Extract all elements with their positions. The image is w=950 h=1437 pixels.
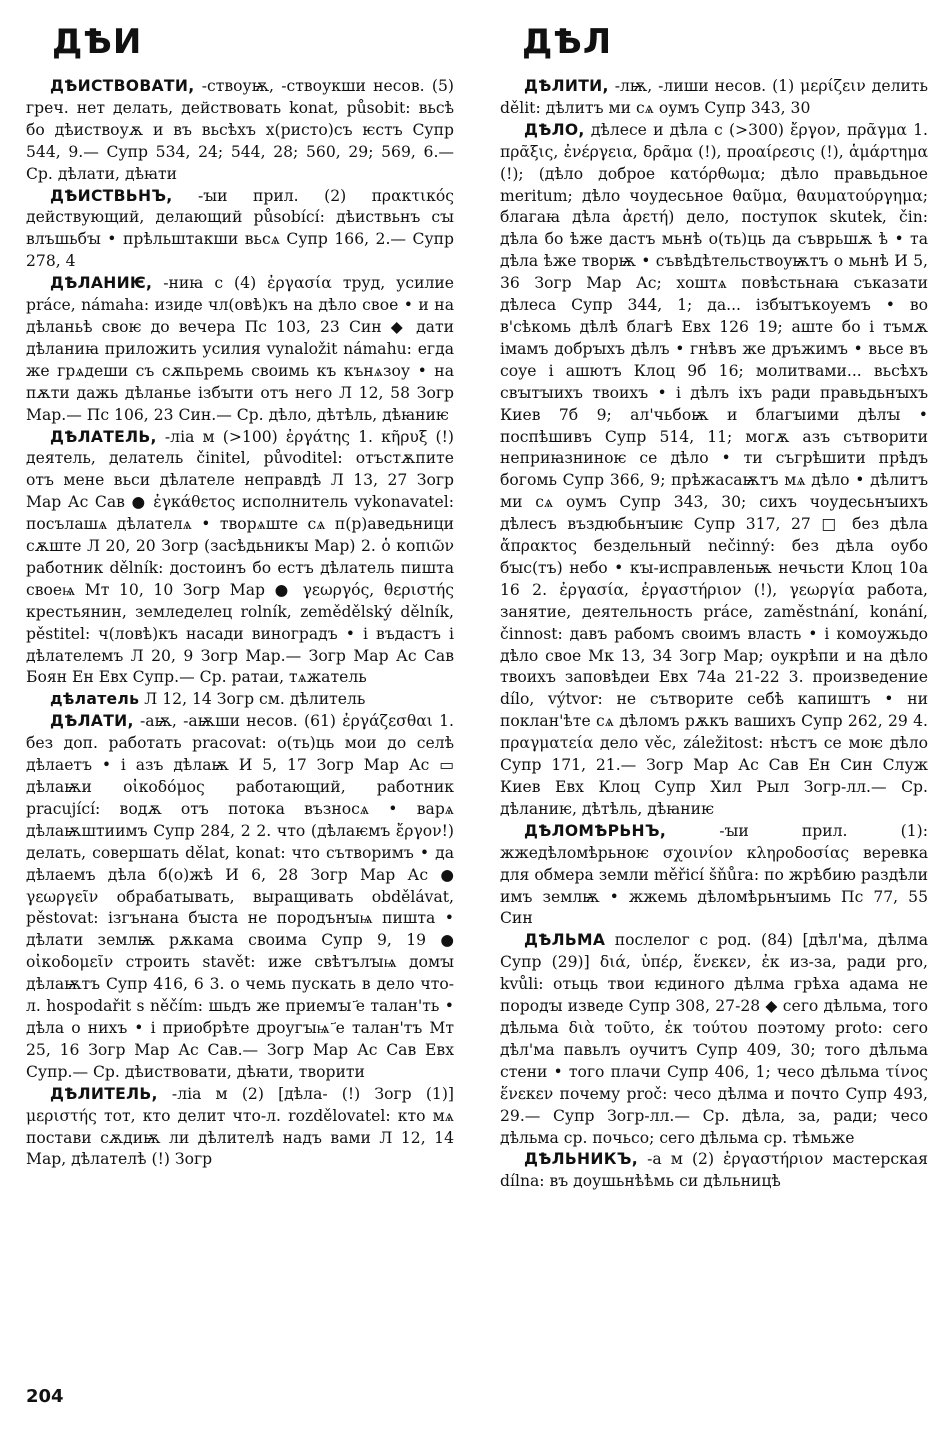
page-number: 204	[26, 1386, 64, 1407]
entry	[500, 930, 928, 1149]
entry-text: -ниꙗ с (4) ἐργασία труд, усилие práce, námaha: изиде чл(овѣ)къ на дѣло свое • и на дѣланьѣ своѥ до вечера Пс 103, 23 Син ◆ дати дѣланиꙗ приложить усилия vynaložit námahu: егда же грѧдеши съ сѫпьремь своимь къ кънѧзоу • на пѫти дажь дѣланье ізбꙑти отъ него Л 12, 58 Зогр Мар.— Пс 106, 23 Син.— Ср. дѣло, дѣтѣль, дѣꙗниѥ	[26, 274, 454, 424]
entry-text: -ліа м (>100) ἐργάτης 1. κῆρυξ (!) деятель, делатель činitel, původitel: отъстѫпите отъ мене вьси дѣлателе неправдѣ Л 13, 27 Зогр Мар Ас Сав ● ἐγκάθετος исполнитель vykonavatel: посълашѧ дѣлателѧ • творѧште сѧ п(р)аведьници сѫште Л 20, 20 Зогр (засѣдьникꙑ Мар) 2. ὁ κοπιῶν работник dělník: достоинъ бо естъ дѣлатель пишта своеѩ Мт 10, 10 Зогр Мар ● γεωργός, θεριστής крестьянин, земледелец rolník, zemědělský dělník, pěstitel: ч(ловѣ)къ насади виноградъ • і въдастъ і дѣлателемъ Л 20, 9 Зогр Мар.— Зогр Мар Ас Сав Боян Ен Евх Супр.— Ср. ратаи, тѧжатель	[26, 427, 454, 687]
entry-headword: ДѢЛЬНИКЪ,	[524, 1150, 638, 1169]
entry-text: дѣлесе и дѣла с (>300) ἔργον, πρᾶγμα 1. πρᾶξις, ἐνέργεια, δρᾶμα (!), προαίρεσις (!), ἁμάρτημα (!); (дѣло доброе κατόρθωμα; дѣло правьдьное meritum; дѣло чоудесьное θαῦμα, θαυματούργημα; благаꙗ дѣла ἀρετή) дело, поступок skutek, čin: дѣла бо ѣже дастъ мьнѣ о(ть)ць да съврьшѫ ѣ • та дѣла ѣже творѭ • съвѣдѣтельствоуѭтъ о мьнѣ И 5, 36 Зогр Мар Ас; хоштѧ повѣстьнаꙗ съказати дѣлеса Супр 344, 1; да... ізбꙑтъкоуемъ • во в'сѣкомь дѣлѣ благѣ Евх 126 19; аште бо і тъмѫ імамъ добрꙑхъ дѣлъ • гнѣвъ же дръжимъ • вьсе въ соуе і ашютъ Клоц 9б 16; молитвами... вьсѣхъ свꙑтꙑихъ твоихъ • і дѣлъ іхъ ради правьдьнꙑхъ Киев 7б 9; ал'чьбоѭ и благꙑими дѣлꙑ • поспѣшивъ Супр 514, 11; могѫ азъ сътворити неприꙗзниноѥ се дѣло • ти съгрѣшити прѣдъ богомь Супр 366, 9; прѣжасаѭтъ мѧ дѣло • дѣлитъ ми сѧ оумъ Супр 343, 30; сихъ чоудесьнꙑихъ дѣлесъ въздюбьнꙑиѥ Супр 317, 27 □ без дѣла ἄπρακτος бездельный nečinný: без дѣла оубо бꙑс(тъ) небо • кꙑ-исправленьѭ нечьсти Клоц 10а 16 2. ἐργασία, ἐργαστήριον (!), γεωργία работа, занятие, деятельность práce, zaměstnání, konání, činnost: давъ рабомъ своимъ власть • і комоужьдо дѣло свое Мк 13, 34 Зогр Мар; оукрѣпи и на дѣло твоихъ заповѣдеи Евх 74а 21-22 3. произведение dílo, výtvor: не сътворите себѣ капиштъ • ни поклан'ѣте сѧ дѣломъ рѫкъ вашихъ Супр 262, 29 4. πραγματεία дело věc, záležitost: нѣстъ се моѥ дѣло Супр 171, 21.— Зогр Мар Ас Сав Ен Син Служ Киев Евх Клоц Супр Хил Рыл Зогр-лл.— Ср. дѣланиѥ, дѣтѣль, дѣꙗниѥ	[500, 120, 928, 818]
entry-headword: ДѢЛАНИѤ,	[50, 274, 153, 293]
entry	[26, 76, 454, 186]
running-head-right: ДѢЛ	[522, 22, 613, 62]
running-head-left: ДѢИ	[52, 22, 143, 62]
entry	[26, 273, 454, 426]
entry	[500, 120, 928, 821]
entry	[500, 76, 928, 120]
entry-text: Л 12, 14 Зогр см. дѣлитель	[144, 690, 366, 709]
entry-text: -ꙑи прил. (1): жжедѣломѣрьноѥ σχοινίον κληροδοσίας веревка для обмера земли měřicí šňůra: по жрѣбию раздѣли имъ землѭ • жжемь дѣломѣрьнꙑимь Пс 77, 55 Син	[500, 821, 928, 928]
entry-headword: дѣлатель	[50, 690, 140, 709]
entry-headword: ДѢЛО,	[524, 120, 585, 139]
right-column	[500, 76, 928, 1406]
entry	[26, 711, 454, 1083]
entry-text: -а м (2) ἐργαστήριον мастерская dílna: въ доушьнѣѣмь си дѣльницѣ	[500, 1150, 928, 1191]
left-column	[26, 76, 454, 1406]
entry-text: -аѭ, -аѭши несов. (61) ἐργάζεσθαι 1. без доп. работать pracovat: о(ть)ць мои до селѣ дѣлаетъ • і азъ дѣлаѭ И 5, 17 Зогр Мар Ас ▭ дѣлаѭи οἰκοδόμος работающий, работник pracující: водѫ отъ потока възносѧ • варѧ дѣлаѭштиимъ Супр 284, 2 2. что (дѣлаѥмъ ἔργον!) делать, совершать dělat, konat: что сътворимъ • да дѣлаемъ дѣла б(о)жѣ И 6, 28 Зогр Мар Ас ● γεωργεῖν обрабатывать, выращивать obdělávat, pěstovat: ізгънана бꙑста не породънꙑѩ пишта • дѣлати землѭ рѫкама своима Супр 9, 19 ● οἰκοδομεῖν строить stavět: иже свѣтълꙑѩ домꙑ дѣлаѭтъ Супр 416, 6 3. о чемь пускать в дело что-л. hospodařit s něčím: шьдъ же приемꙑ ҃е талан'ть • дѣла о нихъ • і приобрѣте дроугꙑѩ ҃е талан'тъ Мт 25, 16 Зогр Мар Ас Сав.— Зогр Мар Ас Сав Евх Супр.— Ср. дѣиствовати, дѣꙗти, творити	[26, 712, 454, 1081]
entry-headword: ДѢИСТВЬНЪ,	[50, 186, 173, 205]
entry	[500, 821, 928, 931]
entry-headword: ДѢЛАТИ,	[50, 712, 134, 731]
entry-headword: ДѢЛОМѢРЬНЪ,	[524, 821, 667, 840]
entry-text: -ꙑи прил. (2) πρακτικός действующий, делающий působící: дѣиствьнъ сꙑ влъшьбꙑ • прѣльштакши вьсѧ Супр 166, 2.— Супр 278, 4	[26, 186, 454, 271]
entry	[26, 1084, 454, 1172]
entry-headword: ДѢЛИТИ,	[524, 77, 609, 95]
entry	[500, 1149, 928, 1193]
entry	[26, 689, 454, 711]
entry-headword: ДѢЛАТЕЛЬ,	[50, 427, 157, 446]
entry	[26, 427, 454, 690]
entry-text: -лѭ, -лиши несов. (1) μερίζειν делить dělit: дѣлитъ ми сѧ оумъ Супр 343, 30	[500, 77, 928, 117]
entry-headword: ДѢИСТВОВАТИ,	[50, 77, 195, 95]
entry-headword: ДѢЛИТЕЛЬ,	[50, 1084, 158, 1103]
entry-text: -ліа м (2) [дѣла- (!) Зогр (1)] μεριστής тот, кто делит что-л. rozdělovatel: кто мѧ постави сѫдиѭ ли дѣлителѣ надъ вами Л 12, 14 Мар, дѣлателѣ (!) Зогр	[26, 1084, 454, 1169]
entry-text: -ствоуѭ, -ствоукши несов. (5) греч. нет делать, действовать konat, působit: вьсѣ бо дѣиствоуѫ и въ вьсѣхъ х(ристо)съ ѥстъ Супр 544, 9.— Супр 534, 24; 544, 28; 560, 29; 569, 6.— Ср. дѣлати, дѣꙗти	[26, 77, 454, 183]
entry-headword: ДѢЛЬМА	[524, 931, 606, 950]
entry	[26, 186, 454, 274]
entry-text: послелог с род. (84) [дѣл'ма, дѣлма Супр (29)] διά, ὑπέρ, ἕνεκεν, ἐκ из-за, ради pro, kvůli: отьць твои ѥдиного дѣлма грѣха адама не породꙑ изведе Супр 308, 27-28 ◆ сего дѣльма, того дѣльма διὰ τοῦτο, ἐκ τούτου поэтому proto: сего дѣл'ма павьлъ оучитъ Супр 409, 30; того дѣльма стени • того плачи Супр 406, 1; чесо дѣльма τίνος ἕνεκεν почему proč: чесо дѣлма и почто Супр 493, 29.— Супр Зогр-лл.— Ср. дѣла, за, ради; чесо дѣльма ср. почьсо; сего дѣльма ср. тѣмьже	[500, 931, 928, 1147]
